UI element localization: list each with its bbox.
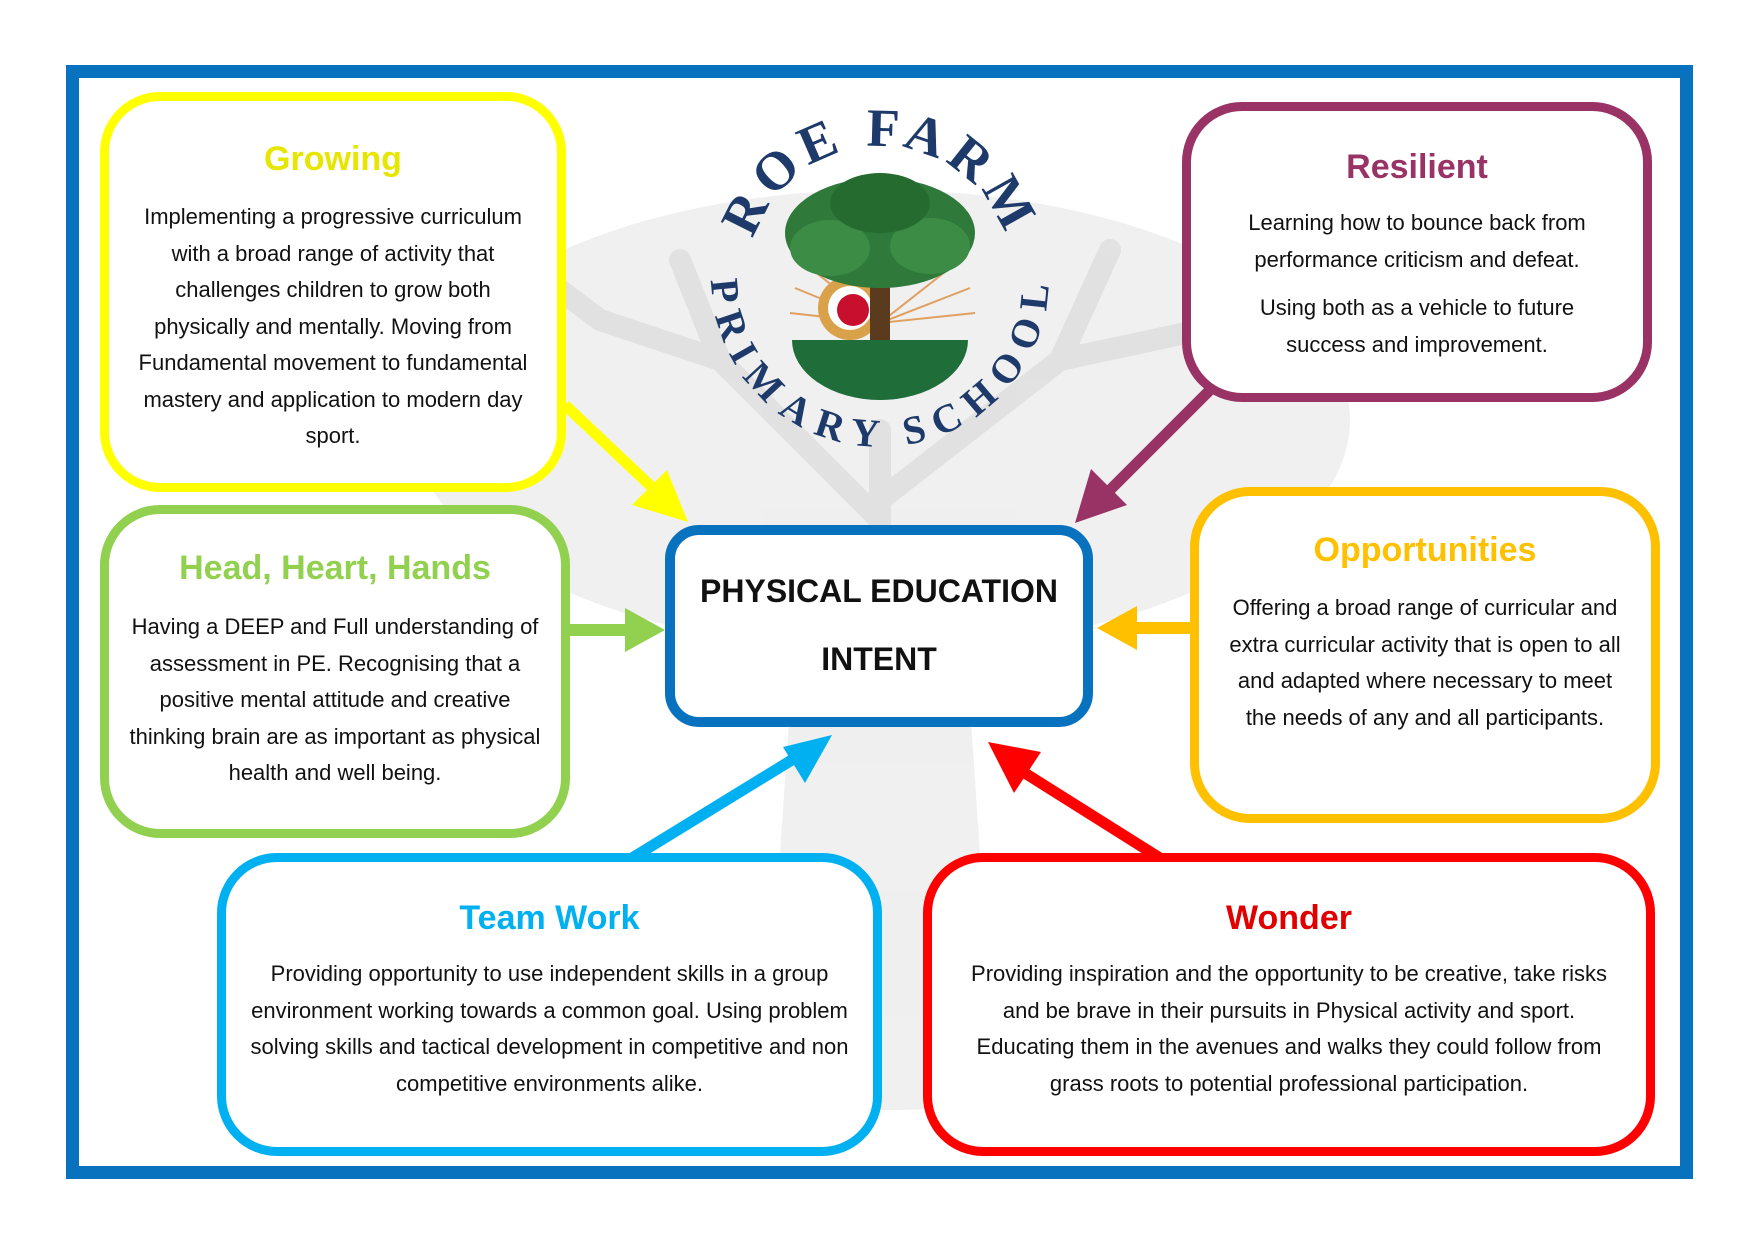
growing-text: Implementing a progressive curriculum with a broad range of activity that challenges children to grow both physically and mentally. Moving from Fundamental movement to fundamental mastery and application to modern day sport. xyxy=(138,204,528,448)
school-logo xyxy=(700,108,1060,453)
opportunities-box xyxy=(1190,487,1660,823)
wonder-arrow xyxy=(988,742,1160,858)
resilient-text-2: Using both as a vehicle to future success and improvement. xyxy=(1259,295,1575,357)
teamwork-arrow xyxy=(632,735,832,858)
opportunities-arrow xyxy=(1097,606,1190,650)
wonder-text: Providing inspiration and the opportunity to be creative, take risks and be brave in their pursuits in Physical activity and sport. Educating them in the avenues and walks they could follow from grass roots to potential professional participation. xyxy=(971,961,1607,1096)
growing-title: Growing xyxy=(264,140,402,178)
opportunities-text: Offering a broad range of curricular and extra curricular activity that is open to all and adapted where necessary to meet the needs of any and all participants. xyxy=(1229,595,1621,730)
growing-box xyxy=(100,92,566,492)
opportunities-title: Opportunities xyxy=(1313,531,1537,569)
head-heart-hands-text: Having a DEEP and Full understanding of assessment in PE. Recognising that a positive mental attitude and creative thinking brain are as important as physical health and well being. xyxy=(129,614,541,785)
resilient-arrow xyxy=(1075,390,1210,523)
resilient-text xyxy=(1221,205,1613,363)
center-box xyxy=(665,525,1093,727)
center-title-line1: PHYSICAL EDUCATION xyxy=(700,573,1058,609)
resilient-box xyxy=(1182,102,1652,402)
head-heart-hands-title: Head, Heart, Hands xyxy=(179,549,491,587)
wonder-title: Wonder xyxy=(1226,899,1352,937)
logo-bottom-text: PRIMARY SCHOOL xyxy=(701,276,1059,453)
growing-arrow xyxy=(565,405,688,522)
wonder-box xyxy=(923,853,1655,1156)
head-heart-hands-box xyxy=(100,505,570,838)
resilient-title: Resilient xyxy=(1346,148,1488,186)
team-work-title: Team Work xyxy=(459,899,640,937)
team-work-text: Providing opportunity to use independent skills in a group environment working towards a common goal. Using problem solving skills and tactical development in competitive and non competitive environments alike. xyxy=(250,961,849,1096)
resilient-text-1: Learning how to bounce back from performance criticism and defeat. xyxy=(1248,210,1586,272)
oak-tree-sunrise-icon xyxy=(785,173,975,400)
logo-top-text: ROE FARM xyxy=(709,108,1051,245)
team-work-box xyxy=(217,853,882,1156)
center-title-line2: INTENT xyxy=(821,641,937,677)
head-arrow xyxy=(570,608,665,652)
